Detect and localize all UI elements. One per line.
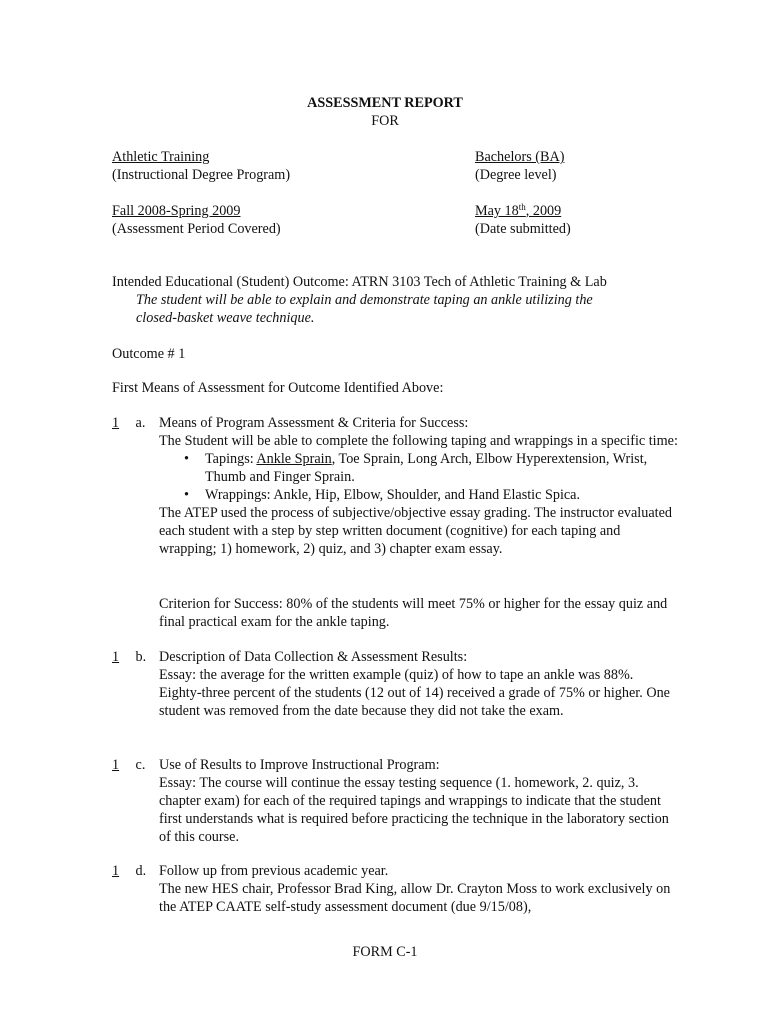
section-c-label: 1 c. — [112, 757, 146, 773]
bullet-tapings: • Tapings: Ankle Sprain, Toe Sprain, Long Arch, Elbow Hyperextension, Wrist, Thumb and Finger Sprain. — [205, 450, 679, 486]
section-d-heading: Follow up from previous academic year. — [159, 863, 389, 879]
section-d-body — [159, 862, 679, 916]
period-caption: (Assessment Period Covered) — [112, 221, 281, 237]
date-caption: (Date submitted) — [475, 221, 571, 237]
section-a-heading: Means of Program Assessment & Criteria for Success: — [159, 415, 469, 431]
section-a-bullets — [159, 450, 679, 504]
outcome-number: Outcome # 1 — [112, 346, 186, 362]
section-c-body — [159, 756, 679, 846]
section-c-text: Essay: The course will continue the essay testing sequence (1. homework, 2. quiz, 3. chapter exam) for each of the required tapings and wrappings to indicate that the student first understands what is required before practicing the technique in the laboratory section of this course. — [159, 775, 669, 845]
outcome-description-line1: The student will be able to explain and demonstrate taping an ankle utilizing the — [136, 292, 593, 308]
degree-level: Bachelors (BA) — [475, 149, 565, 165]
section-d-label: 1 d. — [112, 863, 147, 879]
bullet-wrappings: • Wrappings: Ankle, Hip, Elbow, Shoulder, and Hand Elastic Spica. — [205, 486, 679, 504]
section-b-label: 1 b. — [112, 649, 147, 665]
section-b-body — [159, 648, 679, 720]
report-title: ASSESSMENT REPORT — [307, 95, 463, 111]
outcome-description-line2: closed-basket weave technique. — [136, 310, 315, 326]
section-a-label: 1 a. — [112, 415, 146, 431]
first-means-heading: First Means of Assessment for Outcome Identified Above: — [112, 380, 444, 396]
section-a-intro: The Student will be able to complete the following taping and wrappings in a specific time: — [159, 433, 678, 449]
assessment-period: Fall 2008-Spring 2009 — [112, 203, 241, 219]
program-name: Athletic Training — [112, 149, 210, 165]
section-a-criterion: Criterion for Success: 80% of the students will meet 75% or higher for the essay quiz and final practical exam for the ankle taping. — [159, 596, 668, 630]
section-b-heading: Description of Data Collection & Assessment Results: — [159, 649, 468, 665]
intended-outcome: Intended Educational (Student) Outcome: ATRN 3103 Tech of Athletic Training & Lab — [112, 274, 607, 290]
section-a-process: The ATEP used the process of subjective/objective essay grading. The instructor evaluated each student with a step by step written document (cognitive) for each taping and wrapping; 1) homework, 2) quiz, and 3) chapter exam essay. — [159, 505, 672, 557]
report-for: FOR — [371, 113, 399, 129]
section-c-heading: Use of Results to Improve Instructional Program: — [159, 757, 440, 773]
degree-caption: (Degree level) — [475, 167, 557, 183]
program-caption: (Instructional Degree Program) — [112, 167, 291, 183]
section-d-text: The new HES chair, Professor Brad King, allow Dr. Crayton Moss to work exclusively on the ATEP CAATE self-study assessment document (due 9/15/08), — [159, 881, 671, 915]
section-a-body — [159, 414, 679, 558]
date-submitted: May 18th, 2009 — [475, 202, 562, 219]
form-footer: FORM C-1 — [352, 944, 418, 960]
section-b-text: Essay: the average for the written example (quiz) of how to tape an ankle was 88%. Eighty-three percent of the students (12 out of 14) received a grade of 75% or higher. One student was removed from the date because they did not take the exam. — [159, 667, 670, 719]
